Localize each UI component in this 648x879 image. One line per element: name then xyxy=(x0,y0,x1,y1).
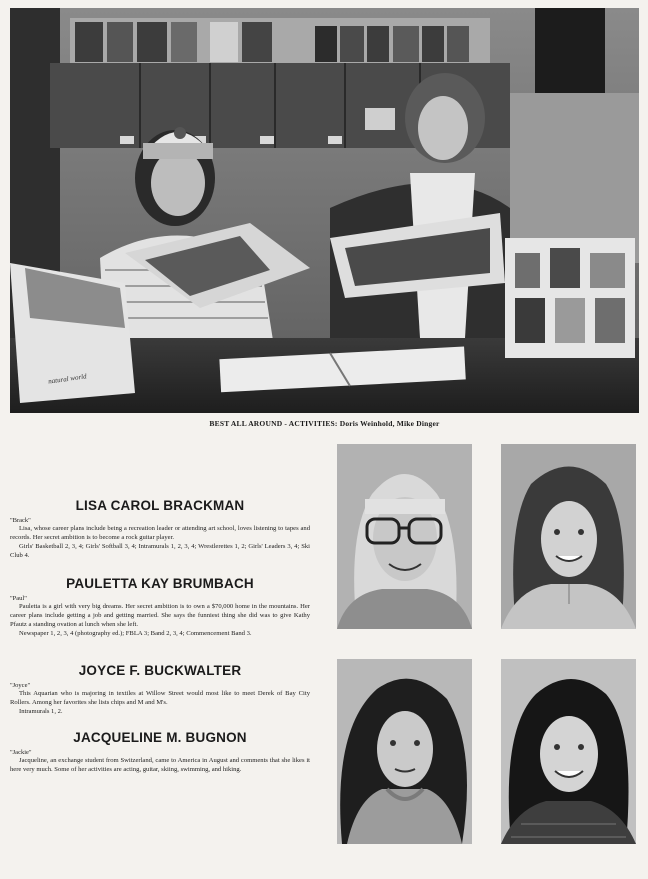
portrait-joyce-buckwalter xyxy=(337,659,472,844)
portrait-lisa-brackman xyxy=(337,444,472,629)
student-bio-1 xyxy=(10,498,310,561)
student-bio-text: Pauletta is a girl with very big dreams. Her secret ambition is to own a $70,000 home in the mountains. Her career plans include getting a job and getting married. She says the funniest thing she did was to give Kathy Pfautz a standing ovation at lunch when she left. xyxy=(10,603,310,628)
student-bio-text: This Aquarian who is majoring in textiles at Willow Street would most like to meet Derek of Bay City Rollers. Among her favorites she lists chips and M and M's. xyxy=(10,690,310,706)
portrait-pauletta-brumbach xyxy=(501,444,636,629)
student-bio-text: Lisa, whose career plans include being a recreation leader or attending art school, loves listening to tapes and records. Her secret ambition is to become a rock guitar player. xyxy=(10,525,310,541)
student-bio-4 xyxy=(10,730,310,775)
student-activities: Newspaper 1, 2, 3, 4 (photography ed.); FBLA 3; Band 2, 3, 4; Commencement Band 3. xyxy=(19,629,252,637)
student-name: JACQUELINE M. BUGNON xyxy=(73,730,247,745)
student-name: LISA CAROL BRACKMAN xyxy=(75,498,245,513)
student-bio-3 xyxy=(10,663,310,717)
student-activities: Girls' Basketball 2, 3, 4; Girls' Softball 3, 4; Intramurals 1, 2, 3, 4; Wrestlerettes 1, 2; Girls' Leaders 3, 4; Ski Club 4. xyxy=(10,542,310,559)
student-bio-text: Jacqueline, an exchange student from Switzerland, came to America in August and comments that she likes it here very much. Some of her activities are acting, guitar, skiing, swimming, and hiking. xyxy=(10,757,310,773)
box-label: natural world xyxy=(47,372,88,386)
student-activities: Intramurals 1, 2. xyxy=(19,707,63,715)
student-name: PAULETTA KAY BRUMBACH xyxy=(66,576,254,591)
photo-caption: BEST ALL AROUND - ACTIVITIES: Doris Weinhold, Mike Dinger xyxy=(209,419,440,428)
student-nickname: "Jackie" xyxy=(10,749,32,756)
student-nickname: "Joyce" xyxy=(10,682,31,689)
student-name: JOYCE F. BUCKWALTER xyxy=(78,663,242,678)
classroom-photo-illustration xyxy=(10,8,639,413)
student-nickname: "Brack" xyxy=(10,517,31,524)
student-nickname: "Paul" xyxy=(10,595,27,602)
student-bio-2 xyxy=(10,576,310,639)
main-photo xyxy=(10,8,639,413)
portrait-jacqueline-bugnon xyxy=(501,659,636,844)
